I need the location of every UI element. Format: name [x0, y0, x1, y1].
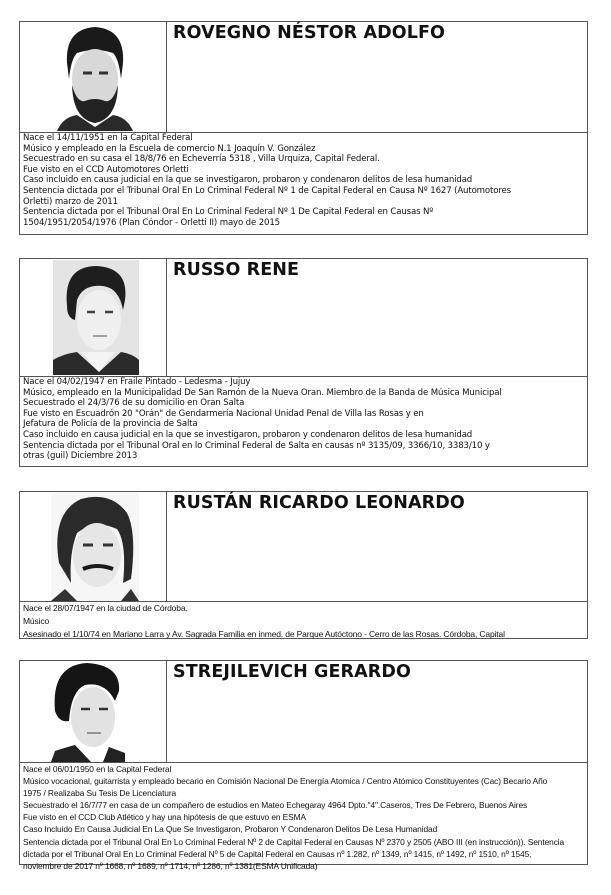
photo-cell — [20, 492, 167, 601]
bio-line: Caso incluido en causa judicial en la que se investigaron, probaron y condenaron delitos de lesa humanidad — [23, 175, 473, 186]
bio-line: Fue visto en Escuadrón 20 "Orán" de Gendarmería Nacional Unidad Penal de Villa las Rosas y en — [23, 408, 424, 419]
photo-cell — [20, 661, 167, 762]
biography — [20, 602, 587, 641]
bio-line: Jefatura de Policía de la provincia de Salta — [23, 419, 198, 430]
bio-line: Músico — [23, 615, 50, 626]
bio-line: noviembre de 2017 nº 1668, nº 1689, nº 1714, nº 1286, nº 1381(ESMA Unificada) — [23, 860, 318, 871]
bio-line: Sentencia dictada por el Tribunal Oral En Lo Criminal Federal Nº 2 de Capital Federal en Causas Nº 2370 y 2505 (ABO III (en instrucción)). Sentencia — [23, 836, 565, 847]
record-card-rustan — [19, 491, 588, 639]
bio-line: Sentencia dictada por el Tribunal Oral En Lo Criminal Federal Nº 1 De Capital Federal en Causas Nº — [23, 207, 434, 218]
person-name: STREJILEVICH GERARDO — [173, 662, 411, 682]
record-card-russo — [19, 258, 588, 467]
biography — [20, 763, 587, 873]
bio-line: Músico y empleado en la Escuela de comercio N.1 Joaquín V. González — [23, 143, 316, 154]
bio-line: Caso incluido en causa judicial en la que se investigaron, probaron y condenaron delitos de lesa humanidad — [23, 429, 473, 440]
record-header — [20, 661, 587, 763]
person-name: RUSSO RENE — [173, 260, 300, 280]
bio-line: Secuestrado el 16/7/77 en casa de un compañero de estudios en Mateo Echegaray 4964 Dpto."4".Caseros, Tres De Febrero, Buenos Aires — [23, 800, 528, 811]
bio-line: Músico, empleado en la Municipalidad De San Ramón de la Nueva Oran. Miembro de la Banda de Música Municipal — [23, 387, 502, 398]
record-header — [20, 259, 587, 377]
bio-line: Sentencia dictada por el Tribunal Oral en lo Criminal Federal de Salta en causas nº 3135/09, 3366/10, 3383/10 y — [23, 440, 490, 451]
bio-line: Nace el 06/01/1950 en la Capital Federal — [23, 764, 172, 774]
bio-line: Caso Incluido En Causa Judicial En La Que Se Investigaron, Probaron Y Condenaron Delitos De Lesa Humanidad — [23, 824, 438, 835]
bio-line: Fue visto en el CCD Automotores Orletti — [23, 164, 189, 175]
bio-line: Fue visto en el CCD Club Atlético y hay una hipótesis de que estuvo en ESMA — [23, 812, 306, 823]
portrait-photo-icon — [51, 493, 139, 601]
portrait-photo-icon — [53, 23, 137, 131]
bio-line: Secuestrado el 24/3/76 de su domicilio en Oran Salta — [23, 398, 245, 409]
record-card-strejilevich — [19, 660, 588, 871]
bio-line: Asesinado el 1/10/74 en Mariano Larra y Av. Sagrada Familia en inmed. de Parque Autóctono - Cerro de las Rosas. Córdoba, Capital — [23, 628, 505, 639]
bio-line: otras (guil) Diciembre 2013 — [23, 451, 138, 462]
bio-line: dictada por el Tribunal Oral En Lo Criminal Federal Nº 5 de Capital Federal en Causas nº 1.282, nº 1349, nº 1415, nº 1492, nº 1510, nº 1545, — [23, 848, 532, 859]
bio-line: 1504/1951/2054/1976 (Plan Cóndor - Orletti II) mayo de 2015 — [23, 217, 280, 228]
bio-line: Nace el 14/11/1951 en la Capital Federal — [23, 133, 193, 143]
record-card-rovegno — [19, 21, 588, 235]
bio-line: Orletti) marzo de 2011 — [23, 196, 118, 207]
person-name: ROVEGNO NÉSTOR ADOLFO — [173, 23, 445, 43]
record-header — [20, 492, 587, 602]
biography — [20, 377, 587, 463]
bio-line: Nace el 04/02/1947 en Fraile Pintado - Ledesma - Jujuy — [23, 377, 251, 387]
portrait-photo-icon — [51, 661, 125, 762]
photo-cell — [20, 259, 167, 376]
bio-line: Secuestrado en su casa el 18/8/76 en Echeverría 5318 , Villa Urquiza, Capital Federal. — [23, 154, 380, 165]
person-name: RUSTÁN RICARDO LEONARDO — [173, 493, 465, 513]
bio-line: 1975 / Realizaba Su Tesis De Licenciatura — [23, 788, 177, 799]
bio-line: Músico vocacional, guitarrista y empleado becario en Comisión Nacional De Energía Atomica / Centro Atómico Constituyentes (Cac) Becario Año — [23, 776, 548, 787]
bio-line: Sentencia dictada por el Tribunal Oral En Lo Criminal Federal Nº 1 de Capital Federal en Causa Nº 1627 (Automotores — [23, 185, 511, 196]
biography — [20, 133, 587, 229]
record-header — [20, 22, 587, 133]
bio-line: Nace el 28/07/1947 en la ciudad de Córdoba. — [23, 603, 188, 613]
photo-cell — [20, 22, 167, 132]
portrait-photo-icon — [53, 260, 139, 375]
